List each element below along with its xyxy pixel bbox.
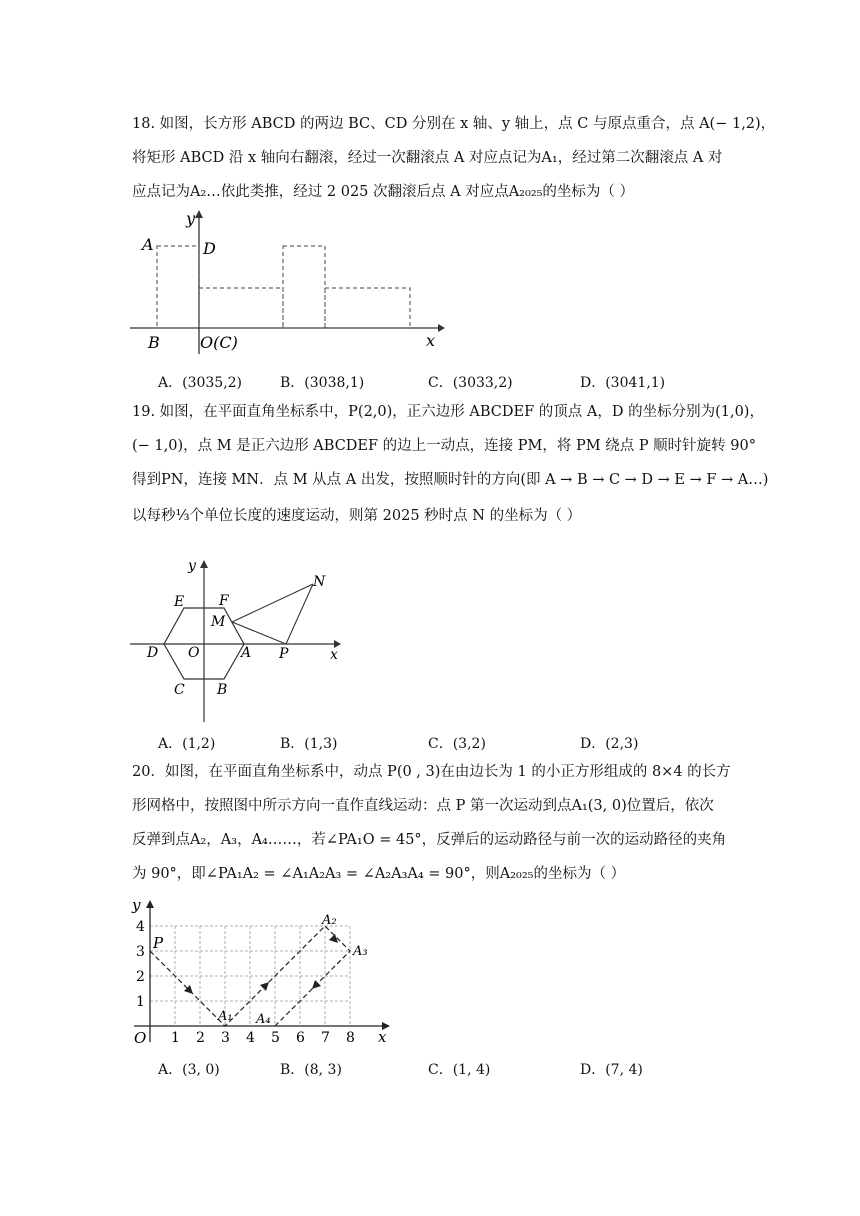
q18-label-a: A (142, 235, 154, 254)
q18-figure (120, 208, 450, 358)
q19-figure (128, 556, 348, 724)
q20-arrow-4 (312, 980, 321, 989)
q20-line-2: 形网格中，按照图中所示方向一直作直线运动：点 P 第一次运动到点A₁(3, 0)位置后，依次 (132, 798, 714, 814)
q20-label-a4: A₄ (256, 1012, 271, 1027)
q20-xtick-2: 2 (196, 1030, 205, 1046)
q19-option-d[interactable]: D．(2,3) (580, 736, 639, 752)
q19-line-3: 得到PN，连接 MN．点 M 从点 A 出发，按照顺时针的方向(即 A → B → C → D → E → F → A…) (132, 472, 769, 488)
q19-label-c: C (174, 682, 185, 698)
q19-y-arrow (200, 560, 208, 568)
q18-rect-abcd (157, 246, 199, 328)
q19-label-p: P (279, 646, 289, 662)
q20-label-y: y (132, 896, 141, 914)
q20-y-arrow (146, 900, 154, 908)
q19-label-a: A (241, 645, 252, 661)
q18-option-c[interactable]: C．(3033,2) (428, 375, 513, 391)
q19-line-4: 以每秒⅓个单位长度的速度运动，则第 2025 秒时点 N 的坐标为（ ） (132, 508, 582, 524)
q20-xtick-8: 8 (346, 1030, 355, 1046)
q20-label-a2: A₂ (322, 913, 337, 928)
q20-label-a1: A₁ (218, 1009, 233, 1024)
q19-line-1: 19. 如图，在平面直角坐标系中，P(2,0)，正六边形 ABCDEF 的顶点 A，D 的坐标分别为(1,0)， (132, 404, 764, 420)
q18-label-d: D (203, 239, 216, 258)
q18-label-b: B (148, 333, 160, 352)
q20-line-4: 为 90°，即∠PA₁A₂ = ∠A₁A₂A₃ = ∠A₂A₃A₄ = 90°，则A₂₀₂₅的坐标为（ ） (132, 866, 626, 882)
q19-label-f: F (219, 593, 229, 609)
q18-x-arrow (438, 324, 445, 332)
q19-label-d: D (147, 645, 159, 661)
q20-line-3: 反弹到点A₂，A₃，A₄……，若∠PA₁O = 45°，反弹后的运动路径与前一次的运动路径的夹角 (132, 832, 727, 848)
q18-rect-4 (325, 288, 410, 328)
q20-label-p: P (153, 934, 164, 952)
q19-line-2: (− 1,0)，点 M 是正六边形 ABCDEF 的边上一动点，连接 PM，将 PM 绕点 P 顺时针旋转 90° (132, 438, 756, 454)
q18-line-3: 应点记为A₂…依此类推，经过 2 025 次翻滚后点 A 对应点A₂₀₂₅的坐标为（ ） (132, 184, 635, 200)
q18-rect-3 (283, 246, 325, 328)
q18-option-d[interactable]: D．(3041,1) (580, 375, 666, 391)
q18-y-arrow (195, 210, 203, 218)
q19-label-m: M (211, 614, 226, 630)
q20-ytick-1: 1 (136, 994, 145, 1010)
q20-ytick-3: 3 (136, 944, 145, 960)
q20-option-c[interactable]: C．(1, 4) (428, 1062, 491, 1078)
q18-label-y: y (186, 209, 196, 228)
q19-label-x: x (330, 647, 338, 663)
q18-line-1: 18. 如图，长方形 ABCD 的两边 BC、CD 分别在 x 轴、y 轴上，点 C 与原点重合，点 A(− 1,2)， (132, 116, 776, 132)
q20-xtick-5: 5 (271, 1030, 280, 1046)
q19-label-y: y (188, 558, 196, 574)
q19-segment-pm (232, 622, 286, 644)
q20-xtick-6: 6 (296, 1030, 305, 1046)
q18-label-o: O(C) (200, 333, 238, 352)
q20-label-o: O (134, 1029, 147, 1047)
q20-grid (150, 926, 350, 1026)
q19-label-b: B (217, 682, 228, 698)
q20-xtick-3: 3 (221, 1030, 230, 1046)
q18-option-a[interactable]: A．(3035,2) (158, 375, 243, 391)
q20-option-b[interactable]: B．(8, 3) (280, 1062, 342, 1078)
q18-label-x: x (426, 331, 436, 350)
q18-rect-2 (199, 288, 283, 328)
q19-option-c[interactable]: C．(3,2) (428, 736, 486, 752)
q20-ytick-4: 4 (136, 919, 145, 935)
q20-option-d[interactable]: D．(7, 4) (580, 1062, 643, 1078)
q20-xtick-7: 7 (321, 1030, 330, 1046)
q19-option-a[interactable]: A．(1,2) (158, 736, 216, 752)
q20-arrow-2 (260, 982, 269, 991)
q18-option-b[interactable]: B．(3038,1) (280, 375, 365, 391)
q19-segment-pn (286, 584, 313, 644)
q19-label-e: E (174, 594, 185, 610)
q18-line-2: 将矩形 ABCD 沿 x 轴向右翻滚，经过一次翻滚点 A 对应点记为A₁，经过第二次翻滚点 A 对 (132, 150, 723, 166)
q19-option-b[interactable]: B．(1,3) (280, 736, 338, 752)
q20-xtick-1: 1 (171, 1030, 180, 1046)
q20-ytick-2: 2 (136, 969, 145, 985)
q19-label-n: N (313, 574, 326, 590)
q19-label-o: O (188, 645, 200, 661)
q19-segment-mn (232, 584, 313, 622)
q20-line-1: 20．如图，在平面直角坐标系中，动点 P(0 , 3)在由边长为 1 的小正方形组成的 8×4 的长方 (132, 764, 731, 780)
q20-label-x: x (378, 1028, 387, 1046)
q20-option-a[interactable]: A．(3, 0) (158, 1062, 220, 1078)
q20-figure (126, 892, 396, 1052)
q20-label-a3: A₃ (353, 944, 368, 959)
q20-arrow-3 (329, 934, 338, 943)
q20-xtick-4: 4 (246, 1030, 255, 1046)
